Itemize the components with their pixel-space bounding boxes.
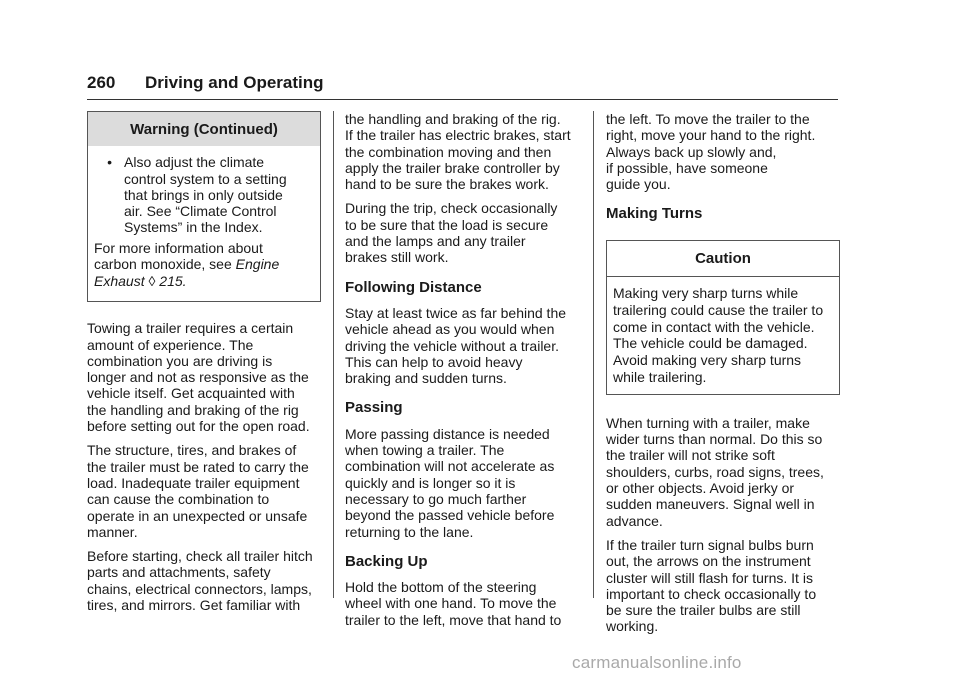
heading-backing-up: Backing Up <box>345 552 428 570</box>
column-divider <box>333 111 334 598</box>
paragraph: Stay at least twice as far behind the vehicle ahead as you would when driving the vehicle without a trailer. This can help to avoid heavy braking and sudden turns. <box>345 304 567 387</box>
paragraph: When turning with a trailer, make wider turns than normal. Do this so the trailer will not strike soft shoulders, curbs, road signs, trees, or other objects. Avoid jerky or sudden maneuvers. Signal well in advance. <box>606 414 824 529</box>
page-header <box>87 70 838 100</box>
paragraph: Before starting, check all trailer hitch parts and attachments, safety chains, electrical connectors, lamps, tires, and mirrors. Get familiar with <box>87 548 313 614</box>
watermark: carmanualsonline.info <box>572 653 742 672</box>
column-2 <box>345 111 579 636</box>
heading-making-turns: Making Turns <box>606 205 703 223</box>
heading-following-distance: Following Distance <box>345 278 482 296</box>
column-1 <box>87 111 321 621</box>
paragraph: Towing a trailer requires a certain amount of experience. The combination you are driving is longer and not as responsive as the vehicle itself. Get acquainted with the handling and braking of the rig before setting out for the open road. <box>87 320 310 435</box>
warning-info: For more information about carbon monoxide, see Engine Exhaust ◊ 215. <box>94 239 280 289</box>
column-3 <box>606 111 840 643</box>
chapter-title: Driving and Operating <box>145 73 324 92</box>
warning-box <box>87 111 321 302</box>
bullet-icon: • <box>107 154 112 171</box>
paragraph: the handling and braking of the rig. If the trailer has electric brakes, start the combination moving and then apply the trailer brake controller by hand to be sure the brakes work. <box>345 111 571 193</box>
paragraph: The structure, tires, and brakes of the trailer must be rated to carry the load. Inadequate trailer equipment can cause the combination to operate in an unexpected or unsafe manner. <box>87 442 309 540</box>
engine-ref-link[interactable]: Engine <box>235 256 280 273</box>
column-divider <box>593 111 594 598</box>
ref-page: 215. <box>159 272 187 289</box>
page-number: 260 <box>87 73 116 92</box>
page-ref-icon: ◊ <box>148 272 156 289</box>
exhaust-ref-link[interactable]: Exhaust <box>94 272 145 289</box>
paragraph: Hold the bottom of the steering wheel with one hand. To move the trailer to the left, move that hand to <box>345 579 562 628</box>
paragraph: the left. To move the trailer to the right, move your hand to the right. Always back up slowly and, if possible, have someone guide you. <box>606 111 816 193</box>
paragraph: If the trailer turn signal bulbs burn out, the arrows on the instrument cluster will still flash for turns. It is important to check occasionally to be sure the trailer bulbs are still working. <box>606 536 817 635</box>
warning-bullet: • Also adjust the climate control system to a setting that brings in only outside air. See “Climate Control Systems” in the Index. <box>94 154 314 235</box>
paragraph: During the trip, check occasionally to be sure that the load is secure and the lamps and any trailer brakes still work. <box>345 200 558 266</box>
paragraph: More passing distance is needed when towing a trailer. The combination will not accelerate as quickly and is longer so it is necessary to go much farther beyond the passed vehicle before returning to the lane. <box>345 425 555 540</box>
caution-box: Caution Making very sharp turns while trailering could cause the trailer to come in contact with the vehicle. The vehicle could be damaged. Avoid making very sharp turns while trailering. <box>606 240 840 395</box>
warning-title: Warning (Continued) <box>88 112 320 146</box>
heading-passing: Passing <box>345 399 403 417</box>
caution-title: Caution <box>607 241 839 277</box>
